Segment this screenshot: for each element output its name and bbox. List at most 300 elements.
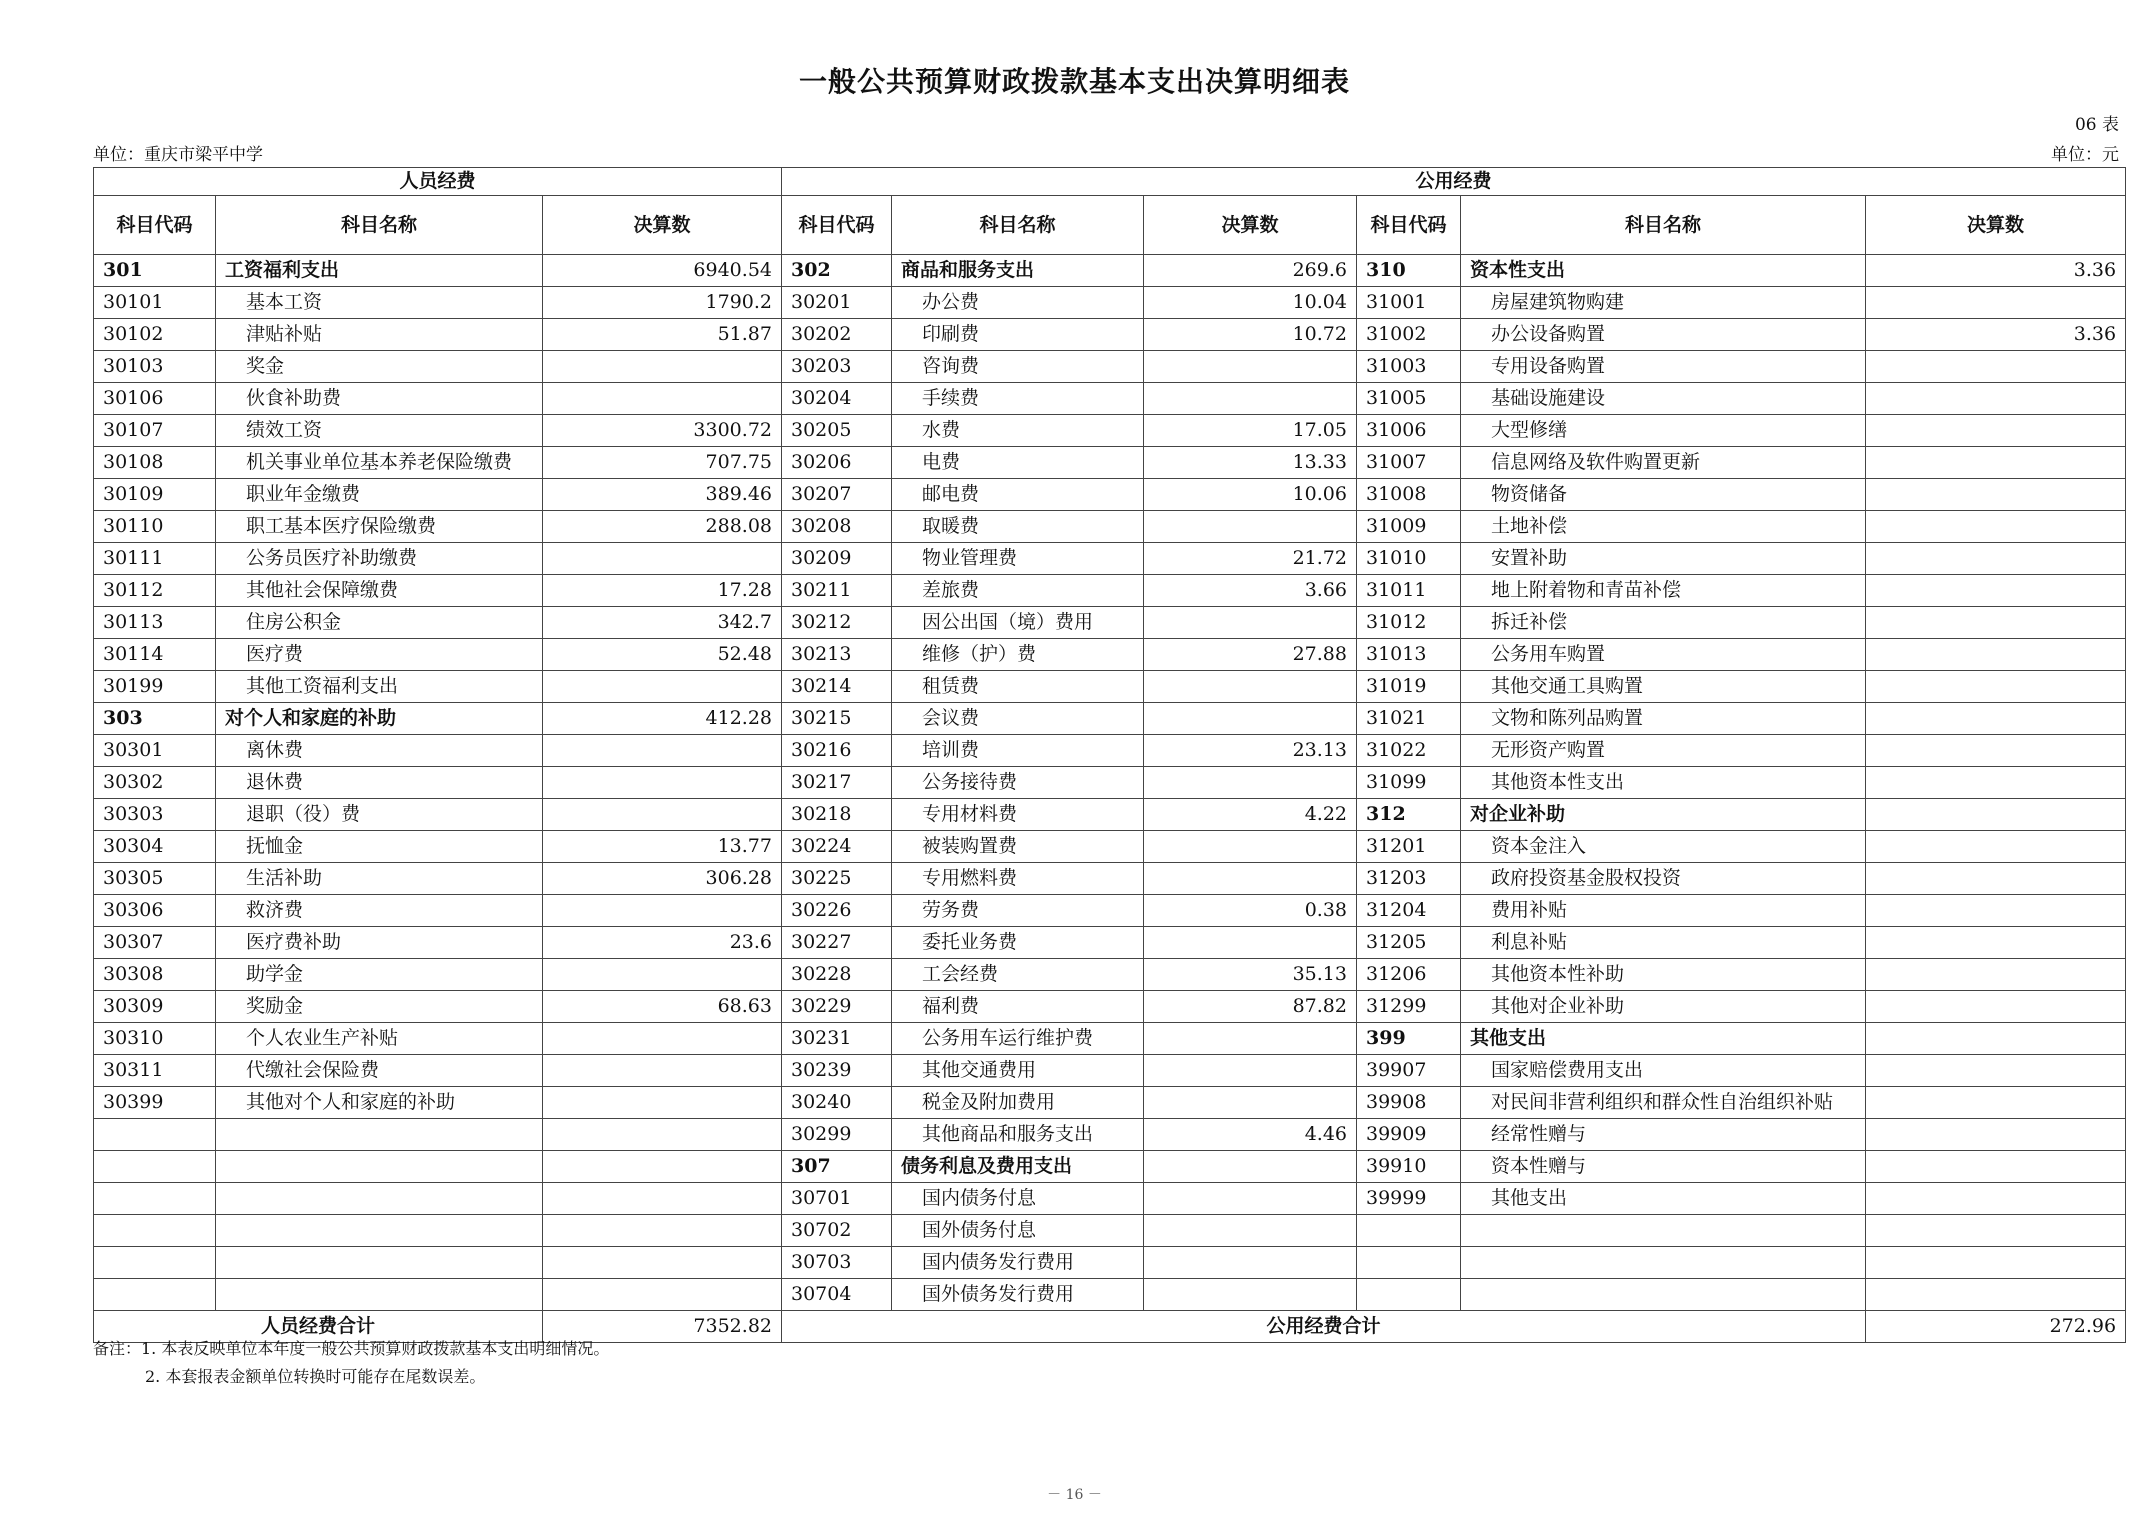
cell-code: 30203 bbox=[782, 351, 892, 383]
cell-code: 30214 bbox=[782, 671, 892, 703]
cell-amount bbox=[1866, 607, 2126, 639]
cell-code: 31099 bbox=[1357, 767, 1461, 799]
cell-name: 住房公积金 bbox=[216, 607, 543, 639]
table-row bbox=[94, 1055, 2126, 1087]
group-public: 公用经费 bbox=[782, 168, 2126, 196]
cell-name: 手续费 bbox=[892, 383, 1144, 415]
cell-amount: 412.28 bbox=[543, 703, 782, 735]
cell-amount bbox=[1866, 575, 2126, 607]
table-row bbox=[94, 799, 2126, 831]
cell-name: 抚恤金 bbox=[216, 831, 543, 863]
cell-amount: 68.63 bbox=[543, 991, 782, 1023]
cell-name bbox=[216, 1151, 543, 1183]
cell-amount bbox=[1866, 703, 2126, 735]
cell-name: 公务接待费 bbox=[892, 767, 1144, 799]
table-row bbox=[94, 767, 2126, 799]
cell-code: 30111 bbox=[94, 543, 216, 575]
cell-name: 绩效工资 bbox=[216, 415, 543, 447]
cell-amount bbox=[1866, 799, 2126, 831]
table-row bbox=[94, 479, 2126, 511]
cell-name: 其他支出 bbox=[1461, 1023, 1866, 1055]
cell-name: 职业年金缴费 bbox=[216, 479, 543, 511]
cell-amount bbox=[1144, 1183, 1357, 1215]
cell-amount bbox=[1866, 383, 2126, 415]
cell-code: 30107 bbox=[94, 415, 216, 447]
cell-code: 30206 bbox=[782, 447, 892, 479]
cell-code: 30218 bbox=[782, 799, 892, 831]
table-row bbox=[94, 255, 2126, 287]
cell-code: 30201 bbox=[782, 287, 892, 319]
cell-amount bbox=[1866, 1087, 2126, 1119]
cell-name: 其他工资福利支出 bbox=[216, 671, 543, 703]
cell-name: 其他对企业补助 bbox=[1461, 991, 1866, 1023]
table-row bbox=[94, 607, 2126, 639]
cell-name: 商品和服务支出 bbox=[892, 255, 1144, 287]
cell-amount bbox=[1866, 543, 2126, 575]
cell-name: 津贴补贴 bbox=[216, 319, 543, 351]
cell-name: 退职（役）费 bbox=[216, 799, 543, 831]
cell-code: 39909 bbox=[1357, 1119, 1461, 1151]
cell-code: 31206 bbox=[1357, 959, 1461, 991]
cell-code: 302 bbox=[782, 255, 892, 287]
cell-amount bbox=[543, 959, 782, 991]
cell-name: 国外债务付息 bbox=[892, 1215, 1144, 1247]
cell-amount bbox=[543, 351, 782, 383]
cell-amount bbox=[543, 1055, 782, 1087]
cell-code: 31201 bbox=[1357, 831, 1461, 863]
group-header-row bbox=[94, 168, 2126, 196]
cell-code: 30108 bbox=[94, 447, 216, 479]
cell-name: 对个人和家庭的补助 bbox=[216, 703, 543, 735]
cell-name bbox=[1461, 1215, 1866, 1247]
cell-code: 39999 bbox=[1357, 1183, 1461, 1215]
cell-amount bbox=[1144, 1215, 1357, 1247]
cell-name: 对民间非营利组织和群众性自治组织补贴 bbox=[1461, 1087, 1866, 1119]
cell-code: 312 bbox=[1357, 799, 1461, 831]
cell-name: 专用材料费 bbox=[892, 799, 1144, 831]
cell-amount: 17.28 bbox=[543, 575, 782, 607]
cell-name: 其他交通工具购置 bbox=[1461, 671, 1866, 703]
cell-name: 福利费 bbox=[892, 991, 1144, 1023]
cell-amount: 4.46 bbox=[1144, 1119, 1357, 1151]
cell-code bbox=[94, 1151, 216, 1183]
cell-amount bbox=[543, 543, 782, 575]
cell-amount bbox=[1144, 703, 1357, 735]
cell-name: 代缴社会保险费 bbox=[216, 1055, 543, 1087]
table-row bbox=[94, 351, 2126, 383]
cell-code: 39910 bbox=[1357, 1151, 1461, 1183]
cell-amount: 3.36 bbox=[1866, 319, 2126, 351]
cell-code: 30225 bbox=[782, 863, 892, 895]
table-row bbox=[94, 927, 2126, 959]
cell-code: 31007 bbox=[1357, 447, 1461, 479]
cell-code: 30205 bbox=[782, 415, 892, 447]
table-row bbox=[94, 415, 2126, 447]
cell-amount bbox=[543, 1119, 782, 1151]
cell-name: 其他交通费用 bbox=[892, 1055, 1144, 1087]
cell-code: 31203 bbox=[1357, 863, 1461, 895]
header-amount: 决算数 bbox=[1144, 196, 1357, 255]
cell-code: 30310 bbox=[94, 1023, 216, 1055]
cell-amount: 1790.2 bbox=[543, 287, 782, 319]
table-row bbox=[94, 991, 2126, 1023]
cell-amount bbox=[543, 1279, 782, 1311]
cell-amount bbox=[1144, 1279, 1357, 1311]
cell-amount: 13.33 bbox=[1144, 447, 1357, 479]
cell-amount bbox=[543, 895, 782, 927]
cell-code bbox=[1357, 1247, 1461, 1279]
cell-code: 31008 bbox=[1357, 479, 1461, 511]
header-amount: 决算数 bbox=[1866, 196, 2126, 255]
cell-amount bbox=[1866, 735, 2126, 767]
cell-code bbox=[94, 1119, 216, 1151]
cell-amount bbox=[1866, 863, 2126, 895]
cell-code: 30305 bbox=[94, 863, 216, 895]
cell-name: 委托业务费 bbox=[892, 927, 1144, 959]
cell-code: 303 bbox=[94, 703, 216, 735]
cell-code: 30114 bbox=[94, 639, 216, 671]
cell-code: 31005 bbox=[1357, 383, 1461, 415]
cell-code: 31205 bbox=[1357, 927, 1461, 959]
cell-name: 救济费 bbox=[216, 895, 543, 927]
cell-amount bbox=[1866, 1247, 2126, 1279]
note-1: 备注：1. 本表反映单位本年度一般公共预算财政拨款基本支出明细情况。 bbox=[93, 1339, 610, 1358]
cell-name: 其他对个人和家庭的补助 bbox=[216, 1087, 543, 1119]
cell-code bbox=[1357, 1279, 1461, 1311]
table-row bbox=[94, 671, 2126, 703]
cell-code bbox=[94, 1215, 216, 1247]
cell-name: 其他资本性支出 bbox=[1461, 767, 1866, 799]
cell-name: 公务员医疗补助缴费 bbox=[216, 543, 543, 575]
cell-code: 30204 bbox=[782, 383, 892, 415]
cell-code: 31013 bbox=[1357, 639, 1461, 671]
cell-amount bbox=[1866, 1183, 2126, 1215]
table-row bbox=[94, 735, 2126, 767]
cell-amount bbox=[1866, 287, 2126, 319]
cell-name: 专用燃料费 bbox=[892, 863, 1144, 895]
cell-code: 30399 bbox=[94, 1087, 216, 1119]
cell-code: 30307 bbox=[94, 927, 216, 959]
cell-code: 31002 bbox=[1357, 319, 1461, 351]
cell-name: 其他社会保障缴费 bbox=[216, 575, 543, 607]
cell-code: 30299 bbox=[782, 1119, 892, 1151]
cell-code: 30109 bbox=[94, 479, 216, 511]
cell-code: 31019 bbox=[1357, 671, 1461, 703]
cell-name: 离休费 bbox=[216, 735, 543, 767]
cell-amount: 52.48 bbox=[543, 639, 782, 671]
cell-code: 31204 bbox=[1357, 895, 1461, 927]
cell-name: 职工基本医疗保险缴费 bbox=[216, 511, 543, 543]
cell-code: 30224 bbox=[782, 831, 892, 863]
header-code: 科目代码 bbox=[1357, 196, 1461, 255]
cell-code: 39908 bbox=[1357, 1087, 1461, 1119]
cell-code: 31003 bbox=[1357, 351, 1461, 383]
cell-amount bbox=[1144, 671, 1357, 703]
cell-name bbox=[1461, 1279, 1866, 1311]
cell-amount bbox=[543, 1023, 782, 1055]
cell-name: 个人农业生产补贴 bbox=[216, 1023, 543, 1055]
cell-amount bbox=[1866, 415, 2126, 447]
header-code: 科目代码 bbox=[782, 196, 892, 255]
table-number: 06 表 bbox=[2074, 115, 2119, 135]
cell-code bbox=[1357, 1215, 1461, 1247]
cell-code bbox=[94, 1183, 216, 1215]
cell-code: 30211 bbox=[782, 575, 892, 607]
table-row bbox=[94, 543, 2126, 575]
cell-amount: 707.75 bbox=[543, 447, 782, 479]
cell-name: 奖金 bbox=[216, 351, 543, 383]
column-header-row bbox=[94, 196, 2126, 255]
cell-name: 印刷费 bbox=[892, 319, 1144, 351]
cell-amount bbox=[1866, 447, 2126, 479]
cell-code: 30301 bbox=[94, 735, 216, 767]
cell-code: 30231 bbox=[782, 1023, 892, 1055]
table-row bbox=[94, 863, 2126, 895]
cell-amount: 342.7 bbox=[543, 607, 782, 639]
cell-amount bbox=[1866, 1279, 2126, 1311]
table-row bbox=[94, 959, 2126, 991]
cell-name: 国内债务发行费用 bbox=[892, 1247, 1144, 1279]
cell-amount bbox=[1866, 895, 2126, 927]
expenditure-table bbox=[93, 167, 2126, 1343]
cell-name: 水费 bbox=[892, 415, 1144, 447]
table-row bbox=[94, 703, 2126, 735]
cell-code: 30209 bbox=[782, 543, 892, 575]
cell-amount: 23.13 bbox=[1144, 735, 1357, 767]
cell-name: 土地补偿 bbox=[1461, 511, 1866, 543]
cell-amount bbox=[1144, 511, 1357, 543]
cell-code: 30703 bbox=[782, 1247, 892, 1279]
cell-name: 安置补助 bbox=[1461, 543, 1866, 575]
cell-amount: 3300.72 bbox=[543, 415, 782, 447]
cell-code: 30202 bbox=[782, 319, 892, 351]
table-row bbox=[94, 511, 2126, 543]
cell-name: 债务利息及费用支出 bbox=[892, 1151, 1144, 1183]
cell-code: 30229 bbox=[782, 991, 892, 1023]
cell-amount bbox=[543, 671, 782, 703]
cell-amount bbox=[1144, 351, 1357, 383]
cell-name: 对企业补助 bbox=[1461, 799, 1866, 831]
cell-amount: 87.82 bbox=[1144, 991, 1357, 1023]
cell-amount bbox=[1144, 1151, 1357, 1183]
cell-name: 基础设施建设 bbox=[1461, 383, 1866, 415]
cell-name: 拆迁补偿 bbox=[1461, 607, 1866, 639]
cell-amount: 288.08 bbox=[543, 511, 782, 543]
cell-amount bbox=[1144, 607, 1357, 639]
table-row bbox=[94, 1023, 2126, 1055]
cell-name: 基本工资 bbox=[216, 287, 543, 319]
cell-amount bbox=[1866, 511, 2126, 543]
cell-amount: 17.05 bbox=[1144, 415, 1357, 447]
cell-code: 30217 bbox=[782, 767, 892, 799]
cell-name: 资本性赠与 bbox=[1461, 1151, 1866, 1183]
cell-amount: 269.6 bbox=[1144, 255, 1357, 287]
table-row bbox=[94, 1215, 2126, 1247]
cell-amount bbox=[1144, 863, 1357, 895]
cell-code: 30227 bbox=[782, 927, 892, 959]
cell-name bbox=[216, 1119, 543, 1151]
cell-amount bbox=[1144, 1055, 1357, 1087]
cell-code: 307 bbox=[782, 1151, 892, 1183]
cell-name: 医疗费 bbox=[216, 639, 543, 671]
table-row bbox=[94, 1247, 2126, 1279]
cell-name: 机关事业单位基本养老保险缴费 bbox=[216, 447, 543, 479]
cell-code: 31299 bbox=[1357, 991, 1461, 1023]
cell-amount bbox=[1866, 991, 2126, 1023]
cell-amount bbox=[1866, 1215, 2126, 1247]
cell-name: 公务用车购置 bbox=[1461, 639, 1866, 671]
cell-code: 30208 bbox=[782, 511, 892, 543]
cell-code: 31022 bbox=[1357, 735, 1461, 767]
cell-name: 国内债务付息 bbox=[892, 1183, 1144, 1215]
cell-code: 30239 bbox=[782, 1055, 892, 1087]
unit-currency: 单位：元 bbox=[2051, 145, 2119, 165]
cell-code: 30701 bbox=[782, 1183, 892, 1215]
cell-code: 30306 bbox=[94, 895, 216, 927]
cell-name: 国外债务发行费用 bbox=[892, 1279, 1144, 1311]
unit-organization: 单位：重庆市梁平中学 bbox=[93, 145, 263, 165]
cell-name: 办公费 bbox=[892, 287, 1144, 319]
cell-name: 劳务费 bbox=[892, 895, 1144, 927]
cell-code: 30101 bbox=[94, 287, 216, 319]
cell-code: 30207 bbox=[782, 479, 892, 511]
table-row bbox=[94, 447, 2126, 479]
cell-amount bbox=[1866, 767, 2126, 799]
cell-name: 房屋建筑物购建 bbox=[1461, 287, 1866, 319]
cell-name: 利息补贴 bbox=[1461, 927, 1866, 959]
cell-code: 30106 bbox=[94, 383, 216, 415]
note-2: 2. 本套报表金额单位转换时可能存在尾数误差。 bbox=[145, 1367, 486, 1386]
cell-name: 工会经费 bbox=[892, 959, 1144, 991]
cell-code: 30110 bbox=[94, 511, 216, 543]
cell-amount: 6940.54 bbox=[543, 255, 782, 287]
cell-code: 30103 bbox=[94, 351, 216, 383]
cell-code: 31009 bbox=[1357, 511, 1461, 543]
header-name: 科目名称 bbox=[216, 196, 543, 255]
cell-code: 30308 bbox=[94, 959, 216, 991]
cell-name: 大型修缮 bbox=[1461, 415, 1866, 447]
cell-amount bbox=[543, 799, 782, 831]
cell-name: 资本金注入 bbox=[1461, 831, 1866, 863]
cell-name: 其他支出 bbox=[1461, 1183, 1866, 1215]
cell-code bbox=[94, 1279, 216, 1311]
cell-code: 30226 bbox=[782, 895, 892, 927]
cell-code: 30304 bbox=[94, 831, 216, 863]
cell-name: 税金及附加费用 bbox=[892, 1087, 1144, 1119]
cell-amount bbox=[1144, 927, 1357, 959]
header-name: 科目名称 bbox=[892, 196, 1144, 255]
cell-amount bbox=[1866, 959, 2126, 991]
cell-amount bbox=[1866, 1151, 2126, 1183]
cell-amount bbox=[1866, 351, 2126, 383]
cell-name: 助学金 bbox=[216, 959, 543, 991]
cell-name: 政府投资基金股权投资 bbox=[1461, 863, 1866, 895]
group-personnel: 人员经费 bbox=[94, 168, 782, 196]
cell-code: 31010 bbox=[1357, 543, 1461, 575]
cell-amount bbox=[1144, 831, 1357, 863]
cell-code: 399 bbox=[1357, 1023, 1461, 1055]
cell-name: 专用设备购置 bbox=[1461, 351, 1866, 383]
cell-name: 公务用车运行维护费 bbox=[892, 1023, 1144, 1055]
cell-name: 办公设备购置 bbox=[1461, 319, 1866, 351]
personnel-total-label: 人员经费合计 bbox=[94, 1311, 543, 1343]
table-row bbox=[94, 831, 2126, 863]
cell-code: 30228 bbox=[782, 959, 892, 991]
cell-amount bbox=[1866, 1055, 2126, 1087]
cell-code: 30311 bbox=[94, 1055, 216, 1087]
cell-name bbox=[216, 1215, 543, 1247]
table-row bbox=[94, 1279, 2126, 1311]
page-number: － 16 － bbox=[1047, 1487, 1102, 1503]
cell-name: 国家赔偿费用支出 bbox=[1461, 1055, 1866, 1087]
cell-name: 电费 bbox=[892, 447, 1144, 479]
cell-name: 培训费 bbox=[892, 735, 1144, 767]
cell-amount: 21.72 bbox=[1144, 543, 1357, 575]
cell-code: 30240 bbox=[782, 1087, 892, 1119]
cell-amount bbox=[543, 767, 782, 799]
cell-name: 其他资本性补助 bbox=[1461, 959, 1866, 991]
page-title: 一般公共预算财政拨款基本支出决算明细表 bbox=[798, 65, 1350, 98]
cell-code: 30199 bbox=[94, 671, 216, 703]
cell-amount bbox=[543, 1087, 782, 1119]
cell-amount bbox=[1866, 927, 2126, 959]
cell-name: 被装购置费 bbox=[892, 831, 1144, 863]
cell-amount bbox=[1866, 831, 2126, 863]
cell-code: 31001 bbox=[1357, 287, 1461, 319]
cell-amount: 23.6 bbox=[543, 927, 782, 959]
cell-code: 31021 bbox=[1357, 703, 1461, 735]
cell-code: 301 bbox=[94, 255, 216, 287]
table-row bbox=[94, 1119, 2126, 1151]
cell-name: 资本性支出 bbox=[1461, 255, 1866, 287]
table-row bbox=[94, 575, 2126, 607]
public-total-value: 272.96 bbox=[1866, 1311, 2126, 1343]
cell-code: 39907 bbox=[1357, 1055, 1461, 1087]
cell-name: 退休费 bbox=[216, 767, 543, 799]
cell-code: 31012 bbox=[1357, 607, 1461, 639]
cell-amount: 10.72 bbox=[1144, 319, 1357, 351]
cell-name bbox=[216, 1279, 543, 1311]
cell-name: 伙食补助费 bbox=[216, 383, 543, 415]
cell-name: 经常性赠与 bbox=[1461, 1119, 1866, 1151]
cell-amount: 3.66 bbox=[1144, 575, 1357, 607]
cell-amount bbox=[1866, 1023, 2126, 1055]
cell-name: 咨询费 bbox=[892, 351, 1144, 383]
cell-amount bbox=[1144, 1087, 1357, 1119]
table-row bbox=[94, 639, 2126, 671]
cell-amount bbox=[543, 1215, 782, 1247]
cell-amount: 10.04 bbox=[1144, 287, 1357, 319]
cell-name: 医疗费补助 bbox=[216, 927, 543, 959]
table-row bbox=[94, 1087, 2126, 1119]
cell-name bbox=[1461, 1247, 1866, 1279]
cell-code: 30303 bbox=[94, 799, 216, 831]
cell-amount: 27.88 bbox=[1144, 639, 1357, 671]
cell-code: 30704 bbox=[782, 1279, 892, 1311]
cell-name bbox=[216, 1247, 543, 1279]
cell-code: 30113 bbox=[94, 607, 216, 639]
notes bbox=[93, 1335, 609, 1391]
table-row bbox=[94, 383, 2126, 415]
cell-code: 30302 bbox=[94, 767, 216, 799]
cell-code: 30212 bbox=[782, 607, 892, 639]
cell-amount: 35.13 bbox=[1144, 959, 1357, 991]
cell-name: 邮电费 bbox=[892, 479, 1144, 511]
cell-amount bbox=[1144, 1023, 1357, 1055]
header-code: 科目代码 bbox=[94, 196, 216, 255]
cell-name: 奖励金 bbox=[216, 991, 543, 1023]
cell-amount bbox=[1144, 767, 1357, 799]
